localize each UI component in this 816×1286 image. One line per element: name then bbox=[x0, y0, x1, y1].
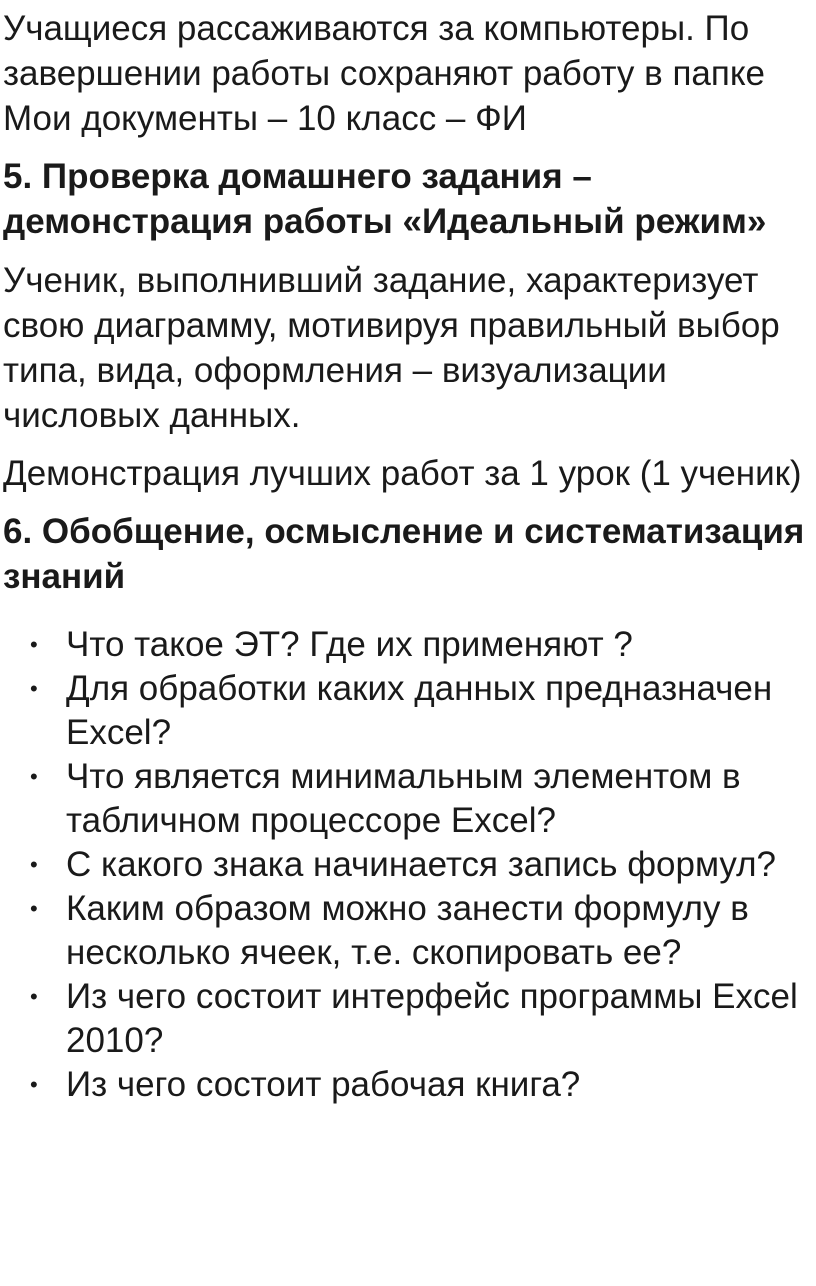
list-item bbox=[3, 975, 808, 1063]
bullet-icon: • bbox=[30, 1072, 38, 1097]
bullet-icon: • bbox=[30, 676, 38, 701]
bullet-icon: • bbox=[30, 632, 38, 657]
intro-paragraph: Учащиеся рассаживаются за компьютеры. По завершении работы сохраняют работу в папке Мои документы – 10 класс – ФИ bbox=[3, 9, 766, 138]
question-text: Что такое ЭТ? Где их применяют ? bbox=[66, 625, 633, 664]
question-text: Что является минимальным элементом в табличном процессоре Excel? bbox=[66, 757, 741, 840]
question-text: С какого знака начинается запись формул? bbox=[66, 845, 777, 884]
bullet-icon: • bbox=[30, 852, 38, 877]
section-5-paragraph-1: Ученик, выполнивший задание, характеризует свою диаграмму, мотивируя правильный выбор типа, вида, оформления – визуализации числовых данных. bbox=[3, 261, 780, 435]
bullet-icon: • bbox=[30, 984, 38, 1009]
questions-list bbox=[3, 623, 808, 1107]
section-5-heading: 5. Проверка домашнего задания – демонстрация работы «Идеальный режим» bbox=[3, 157, 767, 241]
question-text: Из чего состоит интерфейс программы Excel 2010? bbox=[66, 977, 798, 1060]
question-text: Из чего состоит рабочая книга? bbox=[66, 1065, 581, 1104]
question-text: Каким образом можно занести формулу в несколько ячеек, т.е. скопировать ее? bbox=[66, 889, 749, 972]
bullet-icon: • bbox=[30, 764, 38, 789]
list-item bbox=[3, 843, 808, 887]
list-item bbox=[3, 623, 808, 667]
list-item bbox=[3, 1063, 808, 1107]
list-item bbox=[3, 755, 808, 843]
question-text: Для обработки каких данных предназначен Excel? bbox=[66, 669, 773, 752]
bullet-icon: • bbox=[30, 896, 38, 921]
section-5-paragraph-2: Демонстрация лучших работ за 1 урок (1 ученик) bbox=[3, 454, 802, 493]
list-item bbox=[3, 887, 808, 975]
list-item bbox=[3, 667, 808, 755]
section-6-heading: 6. Обобщение, осмысление и систематизация знаний bbox=[3, 512, 805, 596]
